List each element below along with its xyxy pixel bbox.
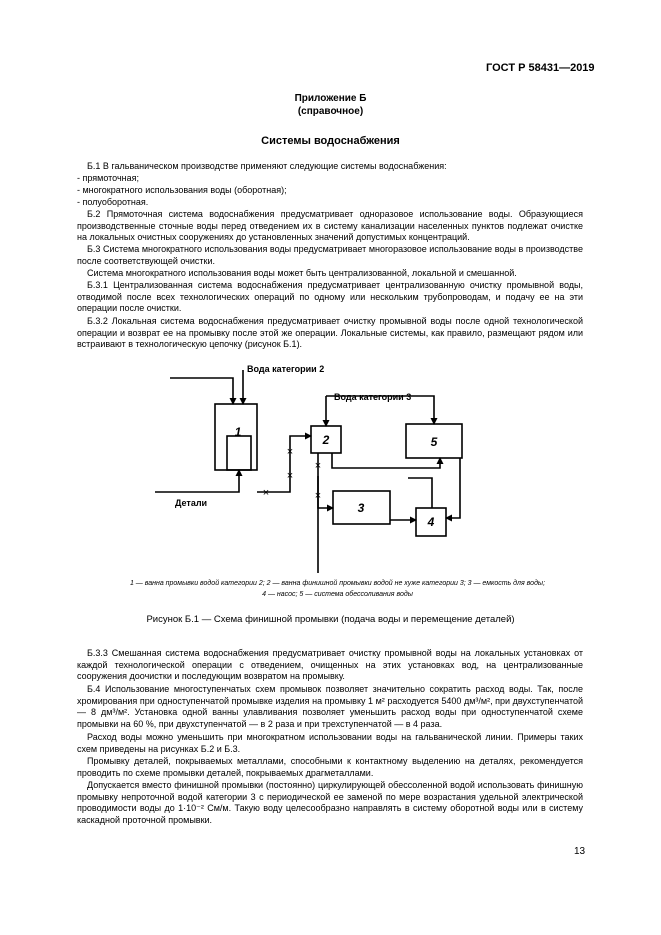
paragraph-final-rinse: Допускается вместо финишной промывки (постоянно) циркулирующей обессоленной водой использовать финишную промывку непроточной водой категории 3 с периодической ее заменой по мере возрастания удельной электрической проводимости воды до 1·10⁻² См/м. Такую воду целесообразно направлять в систему оборотной воды или в систему каскадной проточной промывки. [77, 780, 583, 825]
label-water-category-3: Вода категории 3 [334, 392, 412, 402]
figure-title: Рисунок Б.1 — Схема финишной промывки (подача воды и перемещение деталей) [146, 614, 515, 625]
paragraph-b3-types: Система многократного использования воды может быть централизованной, локальной и смешанной. [87, 268, 517, 278]
pump-4-number: 4 [427, 515, 435, 529]
section-title: Системы водоснабжения [261, 135, 400, 147]
paragraph-b1: Б.1 В гальваническом производстве применяют следующие системы водоснабжения: [87, 161, 447, 171]
tank-1-number: 1 [234, 425, 242, 439]
valve-icon: × [286, 470, 294, 482]
paragraph-b4: Б.4 Использование многоступенчатых схем промывок позволяет значительно сократить расход воды. Так, после хромирования при одноступенчатой промывке изделия на промывку 1 м² расходуется 5400 дм³/м², при двухступенчатой — 8 дм³/м². Установка одной ванны улавливания позволяет уменьшить расход воды при одноступенчатой схеме промывки на 60 %, при двухступенчатой — в 2 раза и при трехступенчатой — в 4 раза. [77, 684, 583, 729]
valve-icon: × [314, 490, 322, 502]
paragraph-b3: Б.3 Система многократного использования воды предусматривает многоразовое использование воды в производстве после соответствующей очистки. [77, 244, 583, 266]
tank-2-number: 2 [322, 433, 330, 447]
paragraph-b2: Б.2 Прямоточная система водоснабжения предусматривает одноразовое использование воды. Образующиеся производственные сточные воды перед отведением их в систему канализации населенных пунктов подлежат очистке на локальных очистных сооружениях до установленных значений допустимых концентраций. [77, 209, 583, 243]
valve-icon: × [262, 487, 270, 499]
flow-diagram [150, 358, 490, 573]
tank-1-basket [227, 436, 251, 470]
page-number: 13 [574, 846, 586, 857]
list-item: - прямоточная; [77, 173, 140, 183]
parts-path [155, 470, 239, 492]
pipe-1-to-2 [257, 436, 311, 492]
appendix-subtitle: (справочное) [297, 106, 364, 117]
label-water-category-2: Вода категории 2 [247, 364, 325, 374]
pipe-5-to-4 [446, 458, 460, 518]
figure-legend-line-1: 1 — ванна промывки водой категории 2; 2 — ванна финишной промывки водой не хуже категории 3; 3 — емкость для воды; [129, 580, 546, 587]
standard-code: ГОСТ Р 58431—2019 [486, 62, 595, 74]
pipe-4-up [408, 478, 432, 508]
pipe-in-left [170, 378, 233, 404]
tank-3-number: 3 [357, 501, 365, 515]
paragraph-b33: Б.3.3 Смешанная система водоснабжения предусматривает очистку промывной воды на локальных установках от каждой технологической операции с отведением, очищенных на этих установках вод, на централизованные сооружения доочистки и последующим возвратом на промывку. [77, 648, 583, 682]
figure-legend-line-2: 4 — насос; 5 — система обессоливания воды [262, 591, 413, 598]
appendix-title: Приложение Б [294, 93, 367, 104]
valve-icon: × [314, 460, 322, 472]
valve-icon: × [286, 446, 294, 458]
pipe-2-to-5 [332, 453, 440, 468]
unit-5-number: 5 [430, 435, 438, 449]
paragraph-b31: Б.3.1 Централизованная система водоснабжения предусматривает централизованную очистку промывной воды, отводимой после всех технологических операций по одному или нескольким трубопроводам, и подачу ее на эти операции после очистки. [77, 280, 583, 314]
label-parts: Детали [175, 498, 208, 508]
paragraph-water-usage: Расход воды можно уменьшить при многократном использовании воды на гальванической линии. Примеры таких схем приведены на рисунках Б.2 и Б.3. [77, 732, 583, 754]
list-item: - многократного использования воды (оборотная); [77, 185, 287, 195]
list-item: - полуоборотная. [77, 197, 149, 207]
paragraph-metal-parts: Промывку деталей, покрываемых металлами, способными к контактному выделению на деталях, рекомендуется проводить по схеме промывки деталей, покрываемых драгметаллами. [77, 756, 583, 778]
paragraph-b32: Б.3.2 Локальная система водоснабжения предусматривает очистку промывной воды после одной технологической операции и возврат ее на промывку после этой же операции. Локальные системы, как правило, размещают рядом или встраивают в технологическую цепочку (рисунок Б.1). [77, 316, 583, 350]
